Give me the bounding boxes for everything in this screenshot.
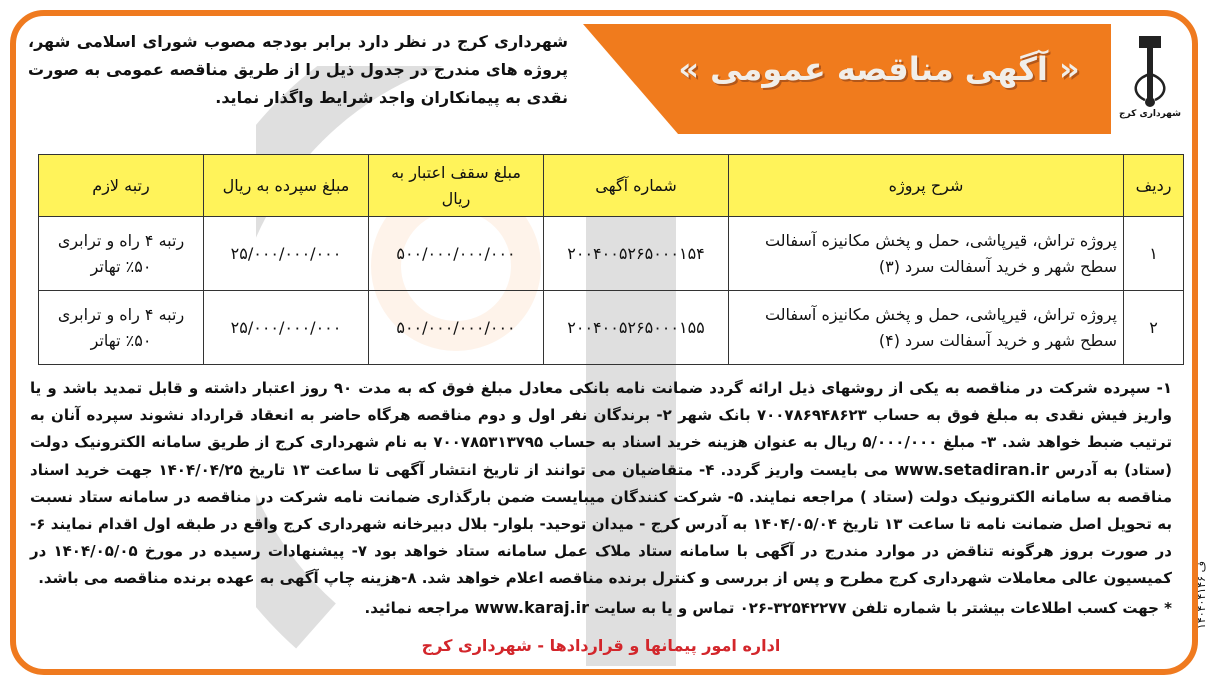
intro-text: شهرداری کرج در نظر دارد برابر بودجه مصوب شورای اسلامی شهر، پروژه های مندرج در جدول ذیل را از طریق مناقصه عمومی به صورت نقدی به پیمانکاران واجد شرایط واگذار نماید. bbox=[28, 32, 568, 107]
contact-pre: * جهت کسب اطلاعات بیشتر با شماره تلفن ۳۲۵۴۲۲۷۷-۰۲۶ تماس و یا به سایت bbox=[594, 599, 1172, 617]
terms-text bbox=[30, 375, 1172, 622]
project-description: پروژه تراش، قیرپاشی، حمل و پخش مکانیزه آسفالت سطح شهر و خرید آسفالت سرد (۴) bbox=[729, 291, 1124, 365]
setadiran-link[interactable]: www.setadiran.ir bbox=[894, 460, 1050, 479]
terms-part-2: می بایست واریز گردد. ۴- متقاضیان می توانند از تاریخ انتشار آگهی تا ساعت ۱۳ تاریخ ۱۴۰۴/۰۴/۲۵ جهت خرید اسناد مناقصه به سامانه الکترونیک دولت (ستاد ) مراجعه نمایند. ۵- شرکت کنندگان میبایست ضمن بارگذاری ضمانت نامه شرکت در مناقصه در سامانه ستاد نسبت به تحویل اصل ضمانت نامه تا ساعت ۱۳ تاریخ ۱۴۰۴/۰۵/۰۴ به آدرس کرج - میدان توحید- بلوار- بلال دبیرخانه شهرداری کرج واقع در طبقه اول اقدام نمایند ۶- در صورت بروز هرگونه تناقض در موارد مندرج در آگهی با سامانه ستاد ملاک عمل سامانه ستاد خواهد بود ۷- پیشنهادات رسیده در مورخ ۱۴۰۴/۰۵/۰۵ در کمیسیون عالی معاملات شهرداری کرج مطرح و پس از بررسی و کنترل برنده مناقصه اعلام خواهد شد. ۸-هزینه چاپ آگهی به عهده برنده مناقصه می باشد. bbox=[30, 461, 1173, 587]
contact-line bbox=[30, 594, 1172, 622]
logo-caption: شهرداری کرج bbox=[1119, 109, 1181, 119]
key-emblem-icon bbox=[1125, 34, 1175, 109]
ad-border bbox=[10, 10, 1208, 675]
credit-cap: ۵۰۰/۰۰۰/۰۰۰/۰۰۰ bbox=[369, 217, 544, 291]
karaj-link[interactable]: www.karaj.ir bbox=[474, 598, 590, 617]
col-description: شرح پروژه bbox=[729, 155, 1124, 217]
ad-title: « آگهی مناقصه عمومی » bbox=[678, 50, 1080, 88]
col-deposit: مبلغ سپرده به ریال bbox=[204, 155, 369, 217]
table-header-row bbox=[39, 155, 1184, 217]
ad-header bbox=[24, 24, 1181, 144]
side-code: ۱۴۰۴۰۴۱۴۶ ف bbox=[1195, 560, 1208, 629]
col-credit-cap: مبلغ سقف اعتبار به ریال bbox=[369, 155, 544, 217]
table-row bbox=[39, 217, 1184, 291]
table-row bbox=[39, 291, 1184, 365]
karaj-municipality-logo bbox=[1112, 34, 1188, 119]
terms-part-1: ۱- سپرده شرکت در مناقصه به یکی از روشهای ذیل ارائه گردد ضمانت نامه بانکی معادل مبلغ فوق که به مدت ۹۰ روز اعتبار داشته و قابل تمدید باشد و یا واریز فیش نقدی به مبلغ فوق به حساب ۷۰۰۷۸۶۹۴۸۶۲۳ بانک شهر ۲- برندگان نفر اول و دوم مناقصه هرگاه حاضر به انعقاد قرارداد نشوند سپرده آنان به ترتیب ضبط خواهد شد. ۳- مبلغ ۵/۰۰۰/۰۰۰ ریال به عنوان هزینه خرید اسناد به حساب ۷۰۰۷۸۵۳۱۳۷۹۵ به نام شهرداری کرج از طریق سامانه الکترونیک دولت (ستاد) به آدرس bbox=[30, 379, 1172, 479]
col-row-number: ردیف bbox=[1124, 155, 1184, 217]
contact-post: مراجعه نمائید. bbox=[364, 599, 470, 617]
row-number: ۲ bbox=[1124, 291, 1184, 365]
credit-cap: ۵۰۰/۰۰۰/۰۰۰/۰۰۰ bbox=[369, 291, 544, 365]
ad-number: ۲۰۰۴۰۰۵۲۶۵۰۰۰۱۵۵ bbox=[544, 291, 729, 365]
row-number: ۱ bbox=[1124, 217, 1184, 291]
col-ad-number: شماره آگهی bbox=[544, 155, 729, 217]
deposit: ۲۵/۰۰۰/۰۰۰/۰۰۰ bbox=[204, 217, 369, 291]
ad-number: ۲۰۰۴۰۰۵۲۶۵۰۰۰۱۵۴ bbox=[544, 217, 729, 291]
projects-table bbox=[38, 154, 1184, 365]
deposit: ۲۵/۰۰۰/۰۰۰/۰۰۰ bbox=[204, 291, 369, 365]
required-rank: رتبه ۴ راه و ترابری ۵۰٪ تهاتر bbox=[39, 217, 204, 291]
footer-signature: اداره امور پیمانها و قراردادها - شهرداری کرج bbox=[421, 636, 781, 655]
project-description: پروژه تراش، قیرپاشی، حمل و پخش مکانیزه آسفالت سطح شهر و خرید آسفالت سرد (۳) bbox=[729, 217, 1124, 291]
required-rank: رتبه ۴ راه و ترابری ۵۰٪ تهاتر bbox=[39, 291, 204, 365]
col-required-rank: رتبه لازم bbox=[39, 155, 204, 217]
